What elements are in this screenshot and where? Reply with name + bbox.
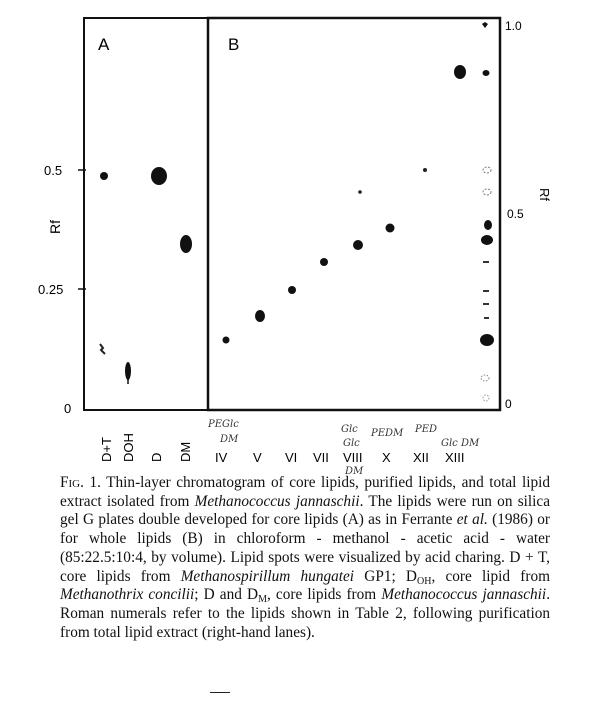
left-axis-label: Rf	[47, 220, 63, 234]
caption-text: . The lipids were run on silica gel G plates double developed for core lipids (A) as in Ferrante	[60, 492, 550, 529]
left-axis-tick-0: 0	[64, 401, 72, 416]
spot-a-d	[151, 167, 167, 185]
caption-subscript: OH	[416, 575, 432, 587]
lane-a-dt: D+T	[99, 437, 114, 462]
spot-b-x	[386, 224, 395, 233]
spot-b-total-8	[483, 395, 489, 401]
caption-text: ; D and D	[194, 586, 259, 604]
spot-a-dt-upper	[100, 172, 108, 180]
caption-text: . Roman numerals refer to the lipids shown in Table 2, following purification from total lipid extract (right-hand lanes).	[60, 586, 551, 641]
lane-b-viii: VIII	[343, 450, 363, 465]
spot-b-xiii	[454, 65, 466, 79]
lane-b-v: V	[253, 450, 262, 465]
lane-a-dm: DM	[178, 441, 193, 462]
spot-b-viii-small	[358, 190, 362, 194]
caption-text: GP1; D	[354, 567, 417, 585]
spot-a-dm	[180, 235, 192, 253]
lane-b-iv: IV	[215, 450, 228, 465]
lane-b-x: X	[382, 450, 391, 465]
caption-text: , core lipids from	[266, 586, 382, 604]
right-axis-label: Rf	[537, 188, 552, 201]
spot-b-total-3	[483, 189, 491, 195]
caption-species: Methanococcus jannaschii	[381, 586, 547, 604]
left-axis-tick-0-5: 0.5	[44, 163, 63, 178]
caption-species: Methanococcus jannaschii	[194, 492, 360, 510]
spot-b-vii	[320, 258, 328, 266]
hw-glc-2: Glc	[343, 438, 360, 449]
spot-b-total-2	[483, 167, 491, 173]
spot-b-total-4	[484, 220, 492, 230]
lane-a-doh: DOH	[121, 433, 136, 462]
spot-b-viii	[353, 240, 363, 250]
hw-glc-1: Glc	[341, 424, 358, 435]
hw-peglc: PEGlc	[208, 419, 239, 430]
caption-text: , core lipid from	[431, 567, 550, 585]
right-axis-tick-1-0: 1.0	[505, 19, 522, 33]
spot-b-xii	[423, 168, 427, 172]
lane-b-vii: VII	[313, 450, 329, 465]
lane-a-d: D	[149, 452, 164, 462]
lane-b-xiii: XIII	[445, 450, 465, 465]
figure-caption	[60, 474, 550, 642]
spot-b-v	[255, 310, 265, 322]
left-axis-tick-0-25: 0.25	[38, 282, 64, 297]
spot-b-total-5	[481, 235, 493, 245]
hw-glc-dm: Glc DM	[441, 438, 480, 449]
spot-b-total-top	[482, 22, 488, 28]
spot-b-total-1	[483, 70, 490, 76]
right-axis-tick-0: 0	[505, 397, 512, 411]
caption-citation: et al.	[456, 511, 488, 529]
hw-pedm: PEDM	[371, 428, 404, 439]
caption-text: (1986) or for whole lipids (B) in chloroform - methanol - acetic acid - water (85:22.5:10:4, by volume). Lipid spots were visualized by acid charing. D + T, core lipids from	[60, 511, 550, 585]
right-axis-tick-0-5: 0.5	[507, 207, 524, 221]
lane-b-xii: XII	[413, 450, 429, 465]
hw-dm-viii: DM	[345, 466, 364, 477]
panel-a-label: A	[98, 35, 110, 54]
caption-subscript: M	[258, 594, 267, 606]
panel-b-label: B	[228, 35, 240, 54]
lane-b-vi: VI	[285, 450, 298, 465]
hw-ped: PED	[415, 424, 438, 435]
caption-text: Thin-layer chromatogram of core lipids, purified lipids, and total lipid extract isolated from	[60, 474, 550, 510]
caption-species: Methanospirillum hungatei	[180, 567, 355, 585]
caption-end-mark	[210, 692, 230, 693]
spot-b-total-7	[481, 375, 489, 381]
hw-dm-iv: DM	[220, 434, 239, 445]
caption-species: Methanothrix concilii	[60, 586, 195, 604]
spot-b-total-6	[480, 334, 494, 346]
spot-b-iv	[223, 337, 230, 344]
spot-a-dt-lower	[100, 344, 105, 354]
spot-b-vi	[288, 286, 296, 294]
caption-fig-label: Fig. 1.	[60, 474, 101, 491]
